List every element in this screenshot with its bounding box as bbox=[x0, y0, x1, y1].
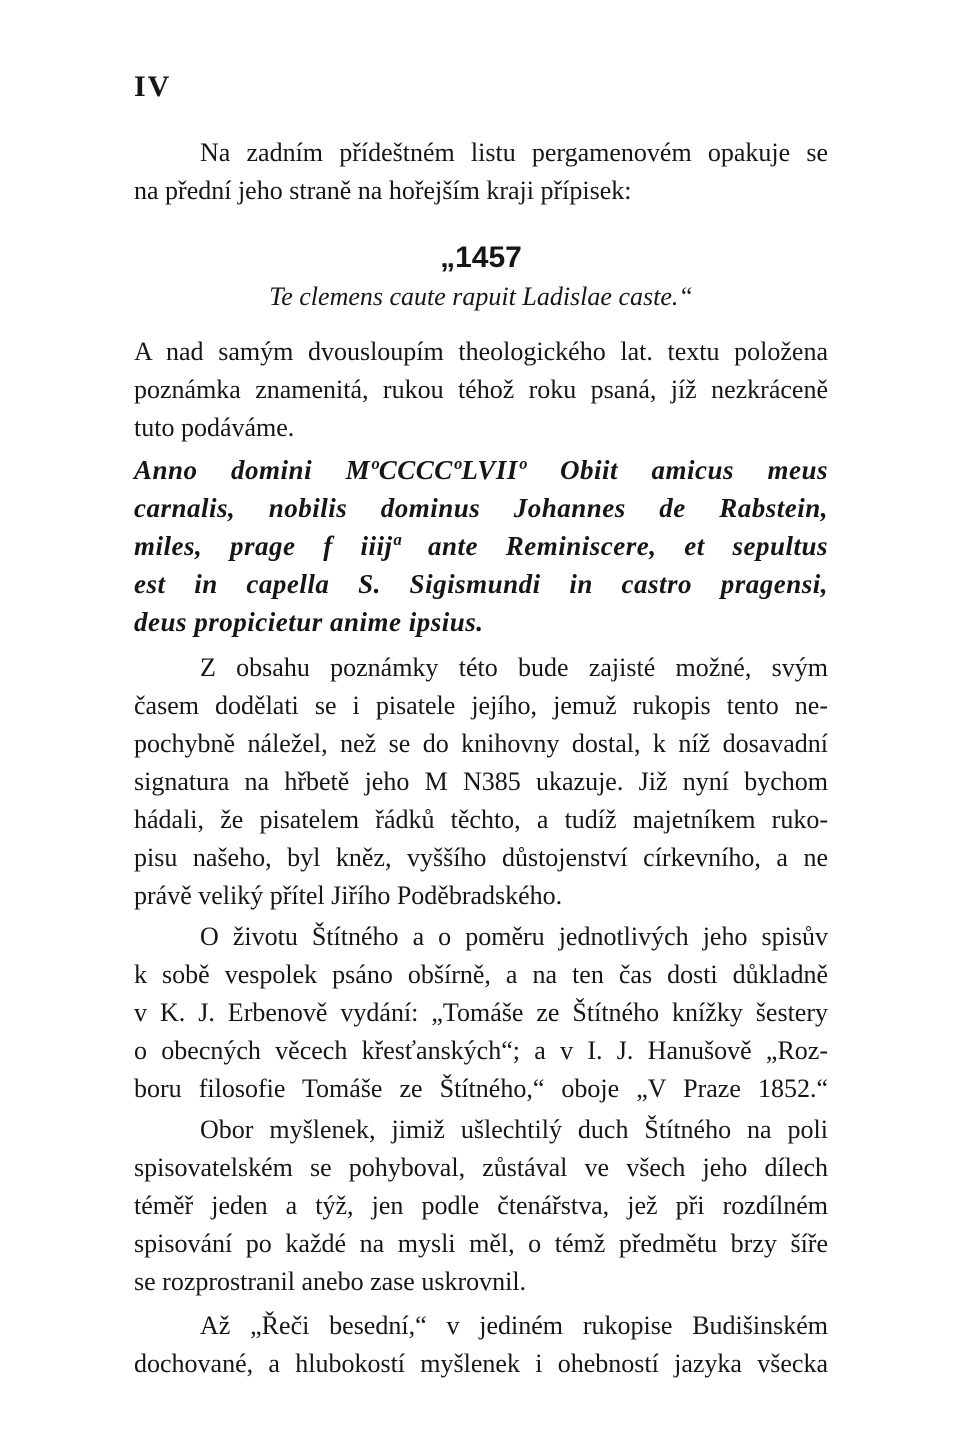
text-line: téměř jeden a týž, jen podle čtenářstva, jež při rozdílném bbox=[134, 1191, 828, 1220]
paragraph-owner bbox=[134, 649, 828, 915]
paragraph-reci bbox=[134, 1307, 828, 1383]
text-line: A nad samým dvousloupím theologického lat. textu položena bbox=[134, 337, 828, 366]
text-line: O životu Štítného a o poměru jednotlivých jeho spisův bbox=[200, 922, 828, 951]
text-line: k sobě vespolek psáno obšírně, a na ten čas dosti důkladně bbox=[134, 960, 828, 989]
paragraph-note-intro bbox=[134, 333, 828, 447]
text-line: poznámka znamenitá, rukou téhož roku psaná, jíž nezkráceně bbox=[134, 375, 828, 404]
text-line: pisu našeho, byl kněz, vyššího důstojenství církevního, a ne bbox=[134, 843, 828, 872]
text-line: na přední jeho straně na hořejším kraji přípisek: bbox=[134, 176, 632, 205]
latin-line: Anno domini MºCCCCºLVIIº Obiit amicus meus bbox=[134, 455, 828, 485]
latin-line: carnalis, nobilis dominus Johannes de Rabstein, bbox=[134, 493, 828, 523]
paragraph-editions bbox=[134, 918, 828, 1108]
text-line: tuto podáváme. bbox=[134, 413, 295, 442]
latin-note bbox=[134, 451, 828, 641]
text-line: o obecných věcech křesťanských“; a v I. J. Hanušově „Roz- bbox=[134, 1036, 828, 1065]
text-line: hádali, že pisatelem řádků těchto, a tudíž majetníkem ruko- bbox=[134, 805, 828, 834]
latin-line: deus propicietur anime ipsius. bbox=[134, 607, 484, 637]
text-line: Obor myšlenek, jimiž ušlechtilý duch Štítného na poli bbox=[200, 1115, 828, 1144]
text-line: signatura na hřbetě jeho M N385 ukazuje. Již nyní bychom bbox=[134, 767, 828, 796]
text-line: spisovatelském se pohyboval, zůstával ve všech jeho dílech bbox=[134, 1153, 828, 1182]
text-line: pochybně náležel, než se do knihovny dostal, k níž dosavadní bbox=[134, 729, 828, 758]
text-line: dochované, a hlubokostí myšlenek i ohebností jazyka všecka bbox=[134, 1349, 828, 1378]
page-number: IV bbox=[134, 70, 172, 103]
inscription-verse: Te clemens caute rapuit Ladislae caste.“ bbox=[269, 282, 693, 311]
latin-line: est in capella S. Sigismundi in castro pragensi, bbox=[134, 569, 828, 599]
inscription bbox=[134, 238, 828, 316]
paragraph-intro bbox=[134, 134, 828, 210]
text-line: Na zadním přídeštném listu pergamenovém opakuje se bbox=[200, 138, 828, 167]
paragraph-thought bbox=[134, 1111, 828, 1301]
text-line: Z obsahu poznámky této bude zajisté možné, svým bbox=[200, 653, 828, 682]
text-line: Až „Řeči besední,“ v jediném rukopise Budišinském bbox=[200, 1311, 828, 1340]
text-line: v K. J. Erbenově vydání: „Tomáše ze Štítného knížky šestery bbox=[134, 998, 828, 1027]
latin-line: miles, prage f iiijª ante Reminiscere, et sepultus bbox=[134, 531, 828, 561]
inscription-year: „1457 bbox=[440, 241, 522, 274]
text-line: boru filosofie Tomáše ze Štítného,“ oboje „V Praze 1852.“ bbox=[134, 1074, 828, 1103]
text-line: spisování po každé na mysli měl, o témž předmětu brzy šíře bbox=[134, 1229, 828, 1258]
text-line: se rozprostranil anebo zase uskrovnil. bbox=[134, 1267, 527, 1296]
text-line: časem dodělati se i pisatele jejího, jemuž rukopis tento ne- bbox=[134, 691, 828, 720]
text-line: právě veliký přítel Jiřího Poděbradského. bbox=[134, 881, 563, 910]
